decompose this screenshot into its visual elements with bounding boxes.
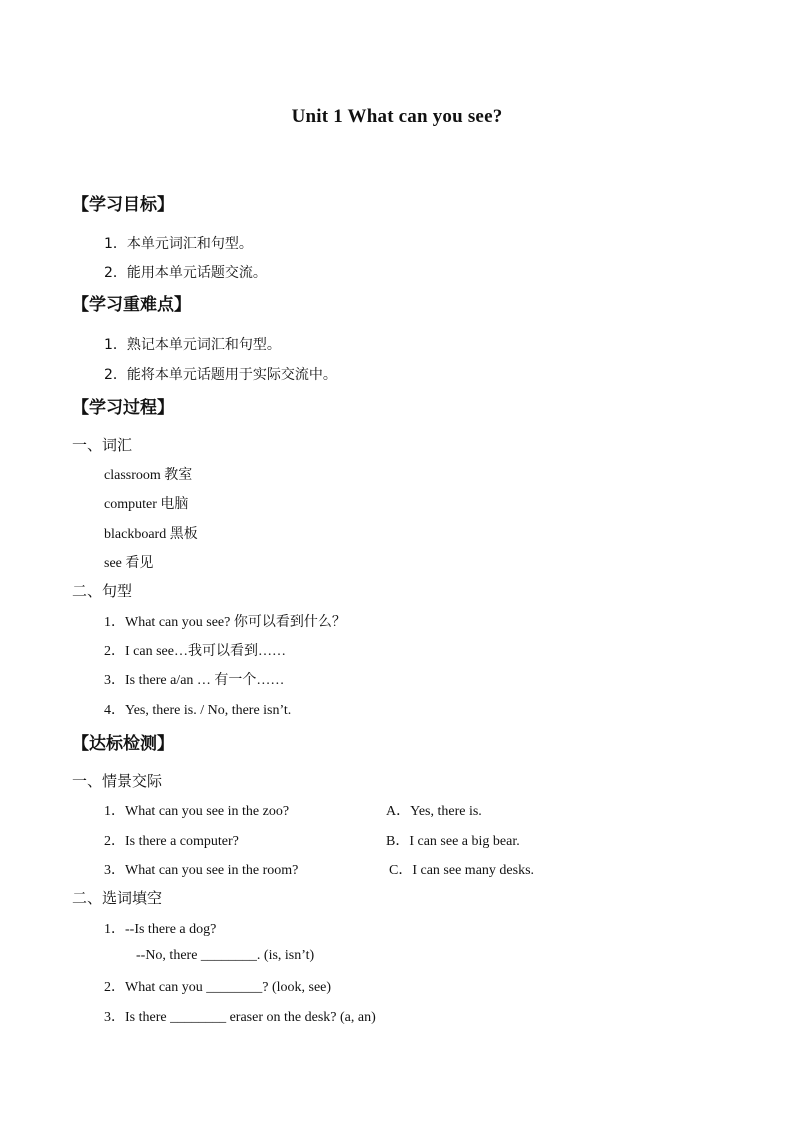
vocab-item: blackboard 黑板 [104, 527, 198, 542]
fill-item: --No, there ________. (is, isn’t) [136, 948, 315, 963]
fill-item: 3．Is there ________ eraser on the desk? (a, an) [104, 1010, 376, 1025]
fill-section-title: 二、选词填空 [72, 889, 163, 907]
fill-item: 1．--Is there a dog? [104, 922, 217, 937]
vocab-item: see 看见 [104, 556, 154, 571]
vocab-item: classroom 教室 [104, 468, 193, 483]
keypoints-heading: 【学习重难点】 [72, 295, 191, 315]
match-answer: B．I can see a big bear. [386, 834, 520, 849]
vocab-section-title: 一、词汇 [72, 436, 133, 454]
vocab-item: computer 电脑 [104, 497, 189, 512]
match-question: 1．What can you see in the zoo? [104, 804, 290, 819]
keypoint-item: 1．熟记本单元词汇和句型。 [104, 337, 281, 353]
match-section-title: 一、情景交际 [72, 772, 163, 790]
process-heading: 【学习过程】 [72, 398, 174, 418]
goal-item: 2．能用本单元话题交流。 [104, 265, 267, 281]
test-heading: 【达标检测】 [72, 734, 174, 754]
sentence-item: 4．Yes, there is. / No, there isn’t. [104, 703, 292, 718]
sentence-section-title: 二、句型 [72, 582, 133, 600]
match-question: 3．What can you see in the room? [104, 863, 299, 878]
match-question: 2．Is there a computer? [104, 834, 239, 849]
match-answer: C．I can see many desks. [389, 863, 535, 878]
page-title: Unit 1 What can you see? [291, 106, 503, 127]
sentence-item: 3．Is there a/an … 有一个…… [104, 673, 285, 688]
match-answer: A．Yes, there is. [386, 804, 482, 819]
goals-heading: 【学习目标】 [72, 195, 174, 215]
goal-item: 1．本单元词汇和句型。 [104, 236, 253, 252]
keypoint-item: 2．能将本单元话题用于实际交流中。 [104, 367, 337, 383]
sentence-item: 2．I can see…我可以看到…… [104, 644, 286, 659]
fill-item: 2．What can you ________? (look, see) [104, 980, 332, 995]
sentence-item: 1．What can you see? 你可以看到什么？ [104, 615, 346, 630]
